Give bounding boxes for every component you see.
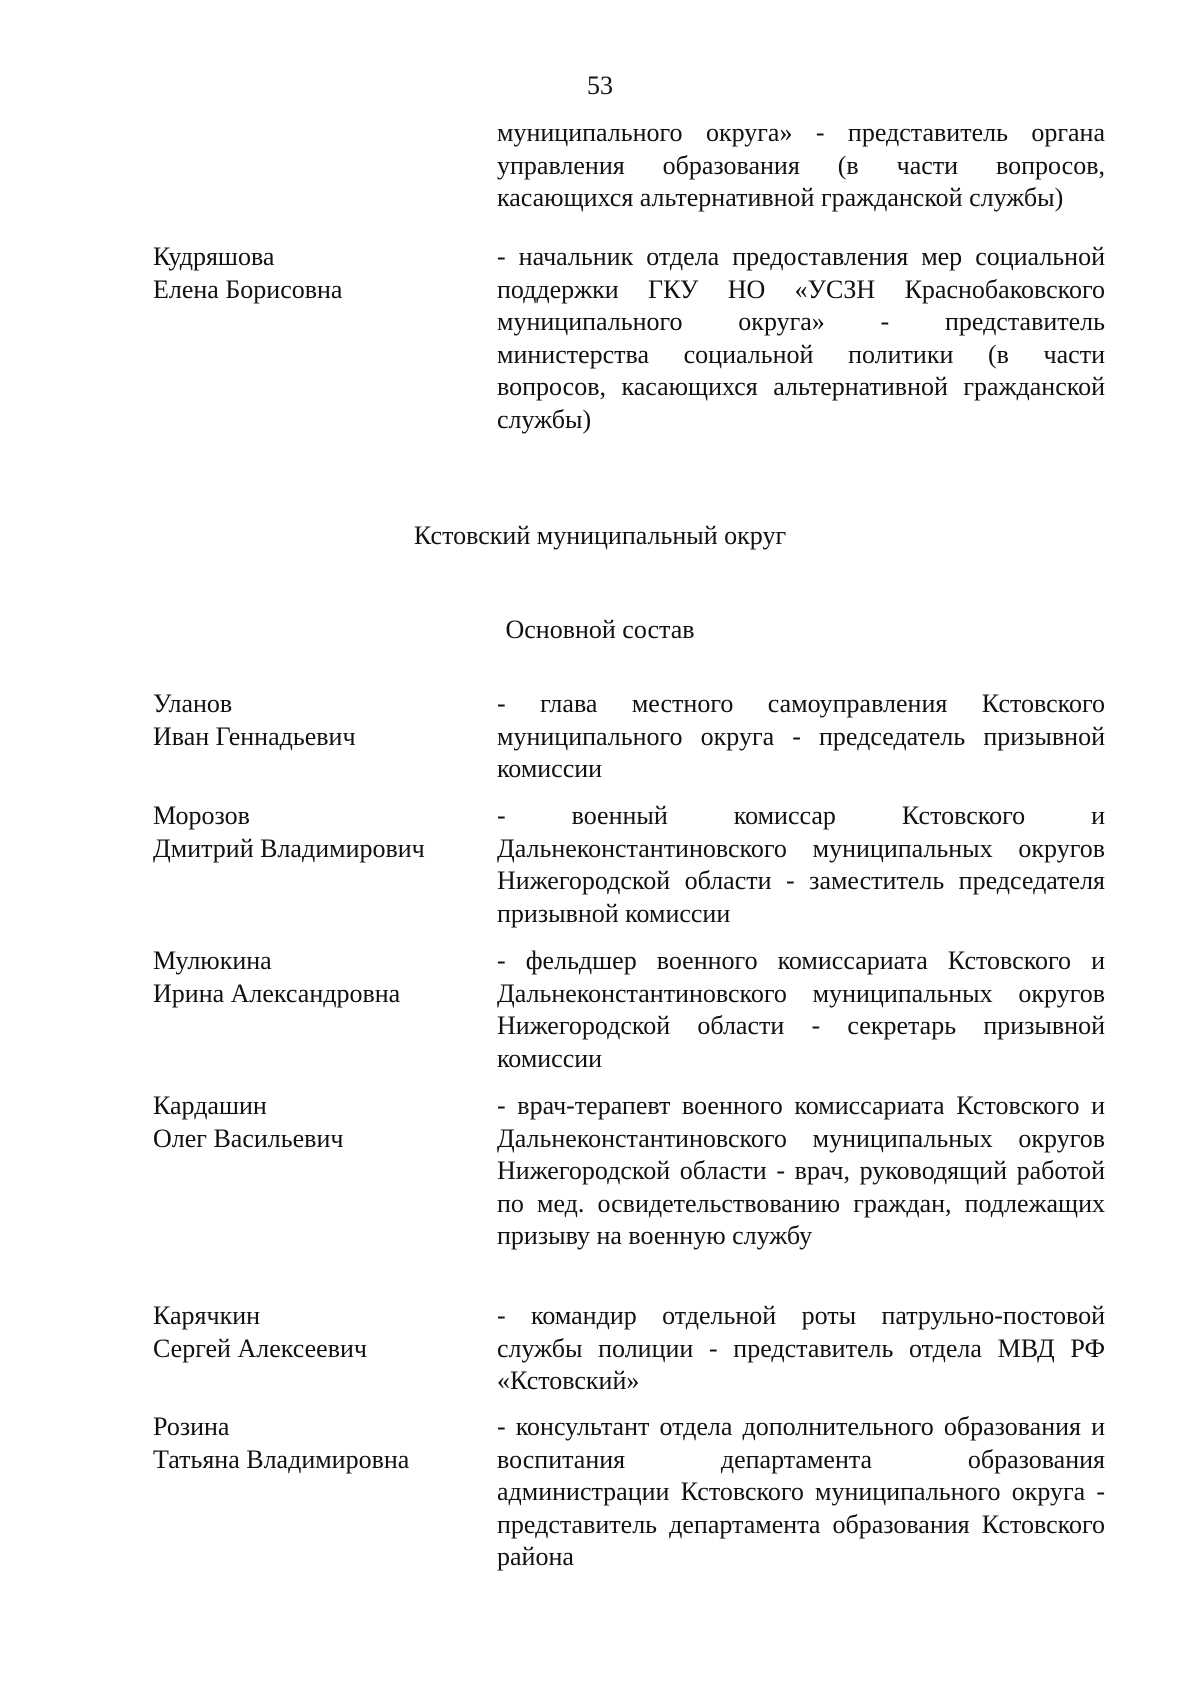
member-name <box>153 1300 483 1365</box>
member-name <box>153 241 483 306</box>
member-given-names: Олег Васильевич <box>153 1123 344 1153</box>
member-given-names: Иван Геннадьевич <box>153 721 356 751</box>
member-given-names: Татьяна Владимировна <box>153 1444 410 1474</box>
member-role: - врач-терапевт военного комиссариата Кстовского и Дальнеконстантиновского муниципальных округов Нижегородской области - врач, руководящий работой по мед. освидетельствованию граждан, подлежащих призыву на военную службу <box>497 1091 1105 1250</box>
member-role: - консультант отдела дополнительного образования и воспитания департамента образования администрации Кстовского муниципального округа - представитель департамента образования Кстовского района <box>497 1412 1105 1571</box>
member-given-names: Сергей Алексеевич <box>153 1333 367 1363</box>
member-surname: Карячкин <box>153 1301 261 1330</box>
member-role: - начальник отдела предоставления мер социальной поддержки ГКУ НО «УСЗН Краснобаковского муниципального округа» - представитель министерства социальной политики (в части вопросов, касающихся альтернативной гражданской службы) <box>497 242 1105 434</box>
member-given-names: Елена Борисовна <box>153 274 343 304</box>
continuation-role-text: муниципального округа» - представитель органа управления образования (в части вопросов, касающихся альтернативной гражданской службы) <box>497 118 1105 212</box>
member-role: - военный комиссар Кстовского и Дальнеконстантиновского муниципальных округов Нижегородской области - заместитель председателя призывной комиссии <box>497 801 1105 928</box>
member-name <box>153 1411 483 1476</box>
member-name <box>153 688 483 753</box>
member-surname: Мулюкина <box>153 946 272 975</box>
member-name <box>153 1090 483 1155</box>
member-surname: Кардашин <box>153 1091 267 1120</box>
member-role: - фельдшер военного комиссариата Кстовского и Дальнеконстантиновского муниципальных округов Нижегородской области - секретарь призывной комиссии <box>497 946 1105 1073</box>
section-heading: Основной состав <box>505 615 695 644</box>
member-given-names: Дмитрий Владимирович <box>153 833 425 863</box>
member-surname: Морозов <box>153 801 250 830</box>
member-role: - командир отдельной роты патрульно-постовой службы полиции - представитель отдела МВД РФ «Кстовский» <box>497 1301 1105 1395</box>
member-surname: Уланов <box>153 689 233 718</box>
member-role: - глава местного самоуправления Кстовского муниципального округа - председатель призывной комиссии <box>497 689 1105 783</box>
member-surname: Кудряшова <box>153 242 275 271</box>
member-surname: Розина <box>153 1412 230 1441</box>
member-name <box>153 800 483 865</box>
district-heading: Кстовский муниципальный округ <box>413 521 787 550</box>
member-given-names: Ирина Александровна <box>153 978 401 1008</box>
page-number: 53 <box>587 71 613 100</box>
member-name <box>153 945 483 1010</box>
